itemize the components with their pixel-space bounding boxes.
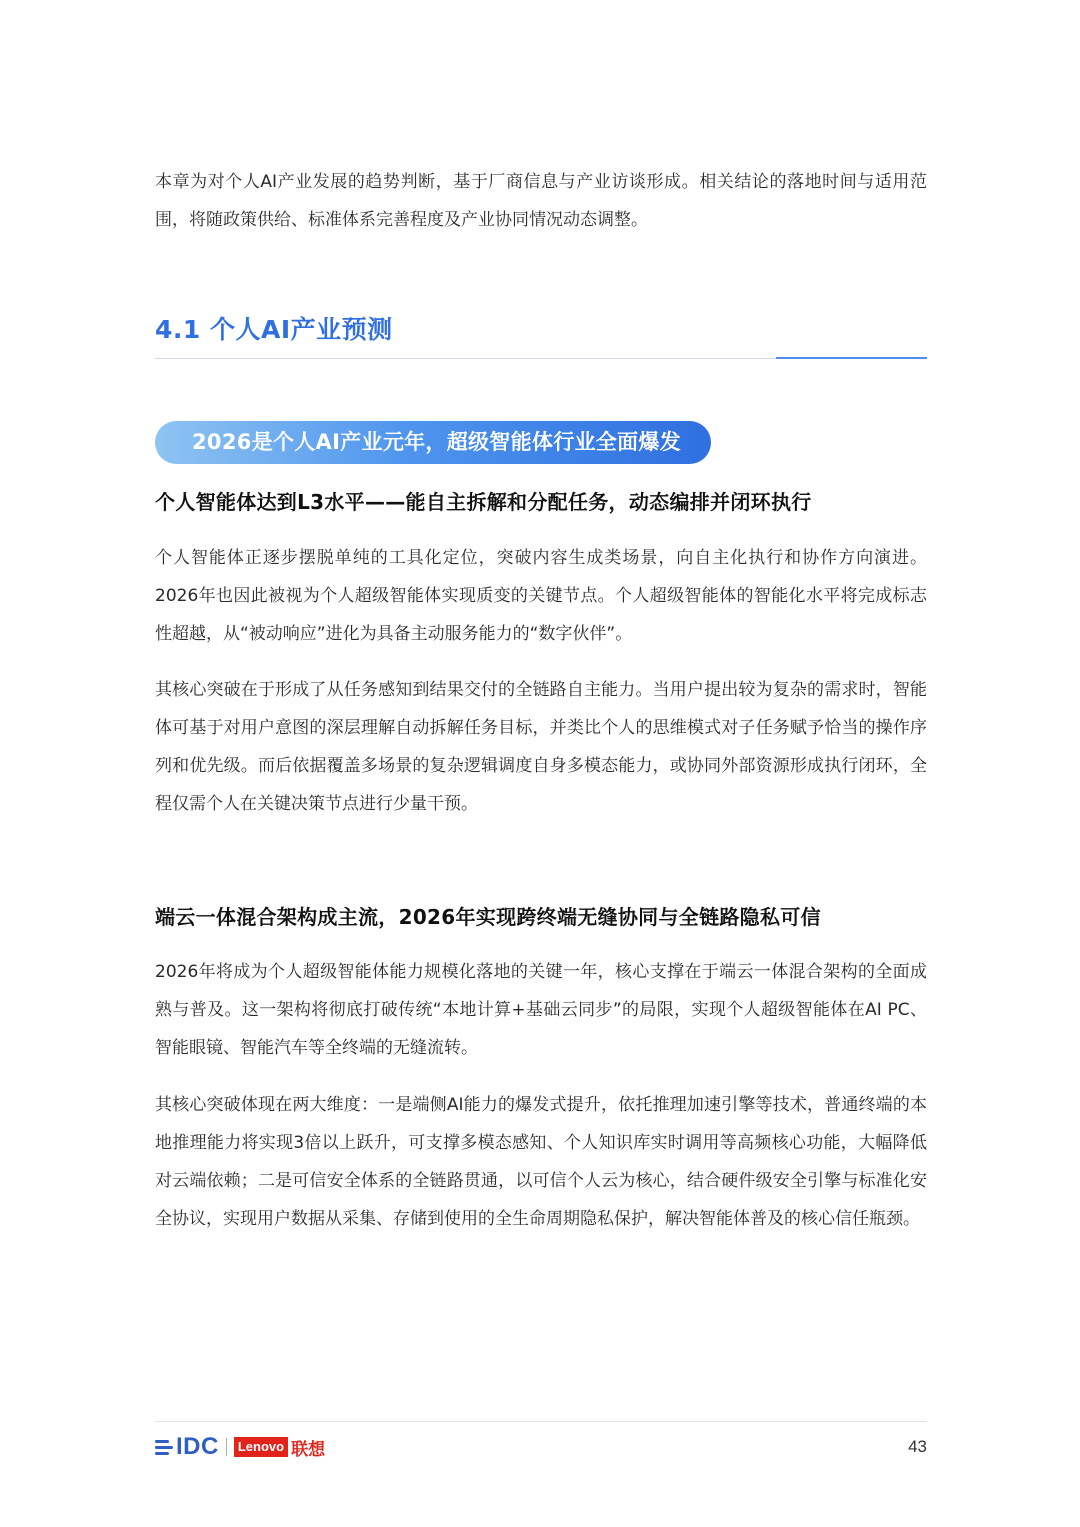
subheading-l3-agent: 个人智能体达到L3水平——能自主拆解和分配任务，动态编排并闭环执行: [155, 490, 812, 514]
footer-logos: [155, 1434, 325, 1460]
paragraph-two-dimensions: 其核心突破体现在两大维度：一是端侧AI能力的爆发式提升，依托推理加速引擎等技术，普通终端的本地推理能力将实现3倍以上跃升，可支撑多模态感知、个人知识库实时调用等高频核心功能，大幅降低对云端依赖；二是可信安全体系的全链路贯通，以可信个人云为核心，结合硬件级安全引擎与标准化安全协议，实现用户数据从采集、存储到使用的全生命周期隐私保护，解决智能体普及的核心信任瓶颈。: [155, 1095, 927, 1229]
section-title: 4.1 个人AI产业预测: [155, 315, 393, 344]
logo-divider: [226, 1438, 227, 1456]
idc-logo: IDC: [176, 1433, 219, 1460]
paragraph-hybrid-adoption: 2026年将成为个人超级智能体能力规模化落地的关键一年，核心支撑在于端云一体混合架构的全面成熟与普及。这一架构将彻底打破传统“本地计算+基础云同步”的局限，实现个人超级智能体在AI PC、智能眼镜、智能汽车等全终端的无缝流转。: [155, 962, 927, 1058]
footer-divider: [155, 1421, 927, 1422]
paragraph-agent-evolution: 个人智能体正逐步摆脱单纯的工具化定位，突破内容生成类场景，向自主化执行和协作方向演进。2026年也因此被视为个人超级智能体实现质变的关键节点。个人超级智能体的智能化水平将完成标志性超越，从“被动响应”进化为具备主动服务能力的“数字伙伴”。: [155, 548, 927, 644]
lenovo-chinese-logo: 联想: [291, 1439, 326, 1460]
subheading-hybrid-architecture: 端云一体混合架构成主流，2026年实现跨终端无缝协同与全链路隐私可信: [155, 905, 821, 929]
page-number: 43: [908, 1437, 927, 1456]
idc-lines-icon: [155, 1440, 173, 1455]
lenovo-logo: Lenovo: [234, 1437, 288, 1457]
intro-paragraph: 本章为对个人AI产业发展的趋势判断，基于厂商信息与产业访谈形成。相关结论的落地时间与适用范围，将随政策供给、标准体系完善程度及产业协同情况动态调整。: [155, 172, 927, 230]
paragraph-core-breakthrough: 其核心突破在于形成了从任务感知到结果交付的全链路自主能力。当用户提出较为复杂的需求时，智能体可基于对用户意图的深层理解自动拆解任务目标，并类比个人的思维模式对子任务赋予恰当的操作序列和优先级。而后依据覆盖多场景的复杂逻辑调度自身多模态能力，或协同外部资源形成执行闭环，全程仅需个人在关键决策节点进行少量干预。: [155, 680, 927, 814]
section-divider-accent: [776, 357, 927, 359]
highlight-banner: 2026是个人AI产业元年，超级智能体行业全面爆发: [155, 421, 711, 464]
